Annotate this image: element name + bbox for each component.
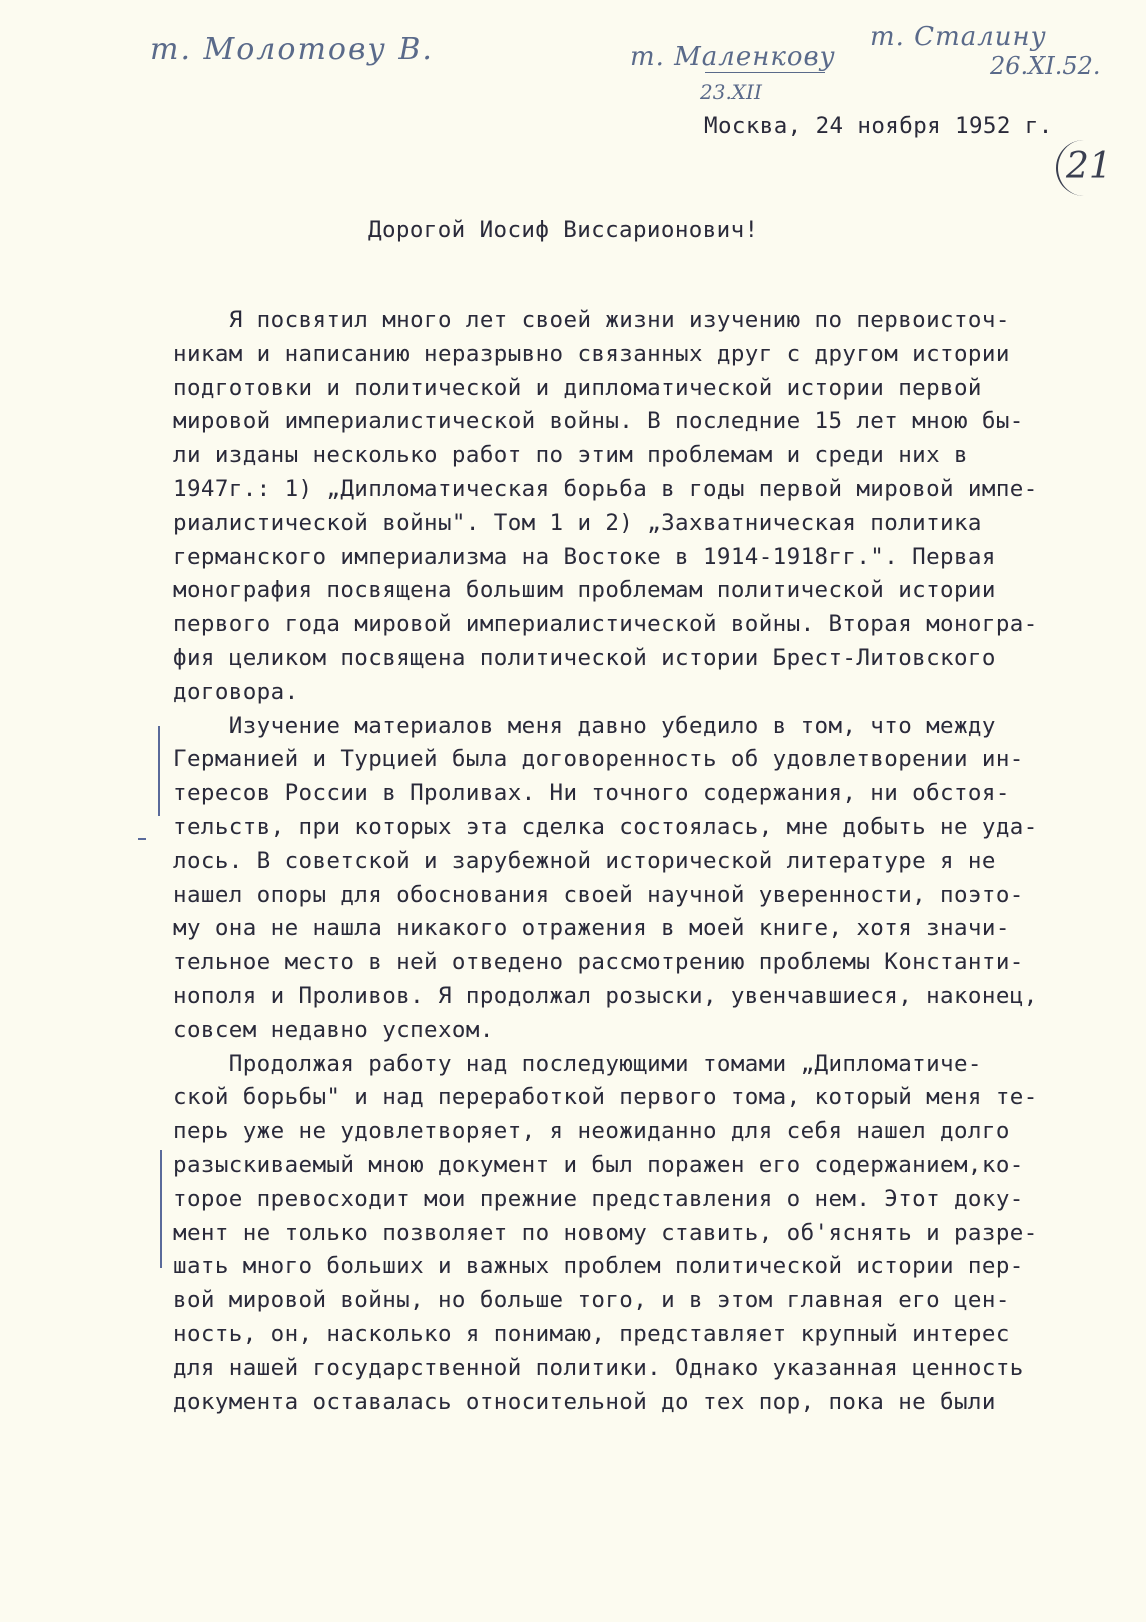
letter-line: договора. xyxy=(173,678,299,705)
letter-line: Продолжая работу над последующими томами „Дипломатиче- xyxy=(173,1050,982,1077)
handwritten-date-stalin: 26.XI.52. xyxy=(990,52,1101,80)
letter-line: торое превосходит мои прежние представления о нем. Этот доку- xyxy=(173,1185,1024,1212)
letter-line: германского империализма на Востоке в 1914-1918гг.". Первая xyxy=(173,543,996,570)
letter-line: тельное место в ней отведено рассмотрению проблемы Константи- xyxy=(173,949,1024,976)
letter-line: шать много больших и важных проблем политической истории пер- xyxy=(173,1253,1024,1280)
margin-mark xyxy=(160,1150,162,1268)
letter-line: никам и написанию неразрывно связанных друг с другом истории xyxy=(173,340,1010,367)
letter-line: ской борьбы" и над переработкой первого тома, который меня те- xyxy=(173,1084,1038,1111)
letter-line: тельств, при которых эта сделка состоялась, мне добыть не уда- xyxy=(173,813,1038,840)
letter-line: нашел опоры для обоснования своей научной уверенности, поэто- xyxy=(173,881,1024,908)
letter-line: му она не нашла никакого отражения в моей книге, хотя значи- xyxy=(173,915,1010,942)
letter-line: первого года мировой империалистической войны. Вторая моногра- xyxy=(173,611,1038,638)
margin-tick xyxy=(138,838,146,840)
handwritten-note-molotov: т. Молотову В. xyxy=(150,32,434,67)
letter-line: риалистической войны". Том 1 и 2) „Захватническая политика xyxy=(173,509,982,536)
letter-line: документа оставалась относительной до тех пор, пока не были xyxy=(173,1388,996,1415)
letter-line: подготовки и политической и дипломатической истории первой xyxy=(173,374,982,401)
page-number: 21 xyxy=(1066,146,1112,187)
letter-salutation: Дорогой Иосиф Виссарионович! xyxy=(368,217,759,243)
letter-line: лось. В советской и зарубежной исторической литературе я не xyxy=(173,847,996,874)
letter-line: ли изданы несколько работ по этим проблемам и среди них в xyxy=(173,442,968,469)
letter-body xyxy=(173,304,1038,1419)
letter-line: фия целиком посвящена политической истории Брест-Литовского xyxy=(173,644,996,671)
handwritten-note-malenkov: т. Маленкову xyxy=(630,42,836,72)
handwritten-underline xyxy=(705,72,825,73)
letter-line: 1947г.: 1) „Дипломатическая борьба в годы первой мировой импе- xyxy=(173,475,1038,502)
letter-line: вой мировой войны, но больше того, и в этом главная его цен- xyxy=(173,1287,1010,1314)
letter-line: нополя и Проливов. Я продолжал розыски, увенчавшиеся, наконец, xyxy=(173,982,1038,1009)
handwritten-note-stalin: т. Сталину xyxy=(870,22,1047,52)
letter-dateline: Москва, 24 ноября 1952 г. xyxy=(704,113,1053,139)
letter-line: перь уже не удовлетворяет, я неожиданно для себя нашел долго xyxy=(173,1118,1010,1145)
letter-line: Германией и Турцией была договоренность об удовлетворении ин- xyxy=(173,746,1024,773)
letter-line: мент не только позволяет по новому ставить, об'яснять и разре- xyxy=(173,1219,1038,1246)
letter-line: ность, он, насколько я понимаю, представляет крупный интерес xyxy=(173,1320,1010,1347)
letter-line: совсем недавно успехом. xyxy=(173,1016,494,1043)
letter-line: монография посвящена большим проблемам политической истории xyxy=(173,577,996,604)
letter-line: Изучение материалов меня давно убедило в том, что между xyxy=(173,712,996,739)
margin-mark xyxy=(158,726,160,816)
letter-line: для нашей государственной политики. Однако указанная ценность xyxy=(173,1354,1024,1381)
letter-line: тересов России в Проливах. Ни точного содержания, ни обстоя- xyxy=(173,780,1010,807)
handwritten-date-malenkov: 23.XII xyxy=(700,80,762,104)
letter-line: разыскиваемый мною документ и был поражен его содержанием,ко- xyxy=(173,1151,1024,1178)
letter-line: мировой империалистической войны. В последние 15 лет мною бы- xyxy=(173,408,1024,435)
letter-line: Я посвятил много лет своей жизни изучению по первоисточ- xyxy=(173,307,1010,333)
